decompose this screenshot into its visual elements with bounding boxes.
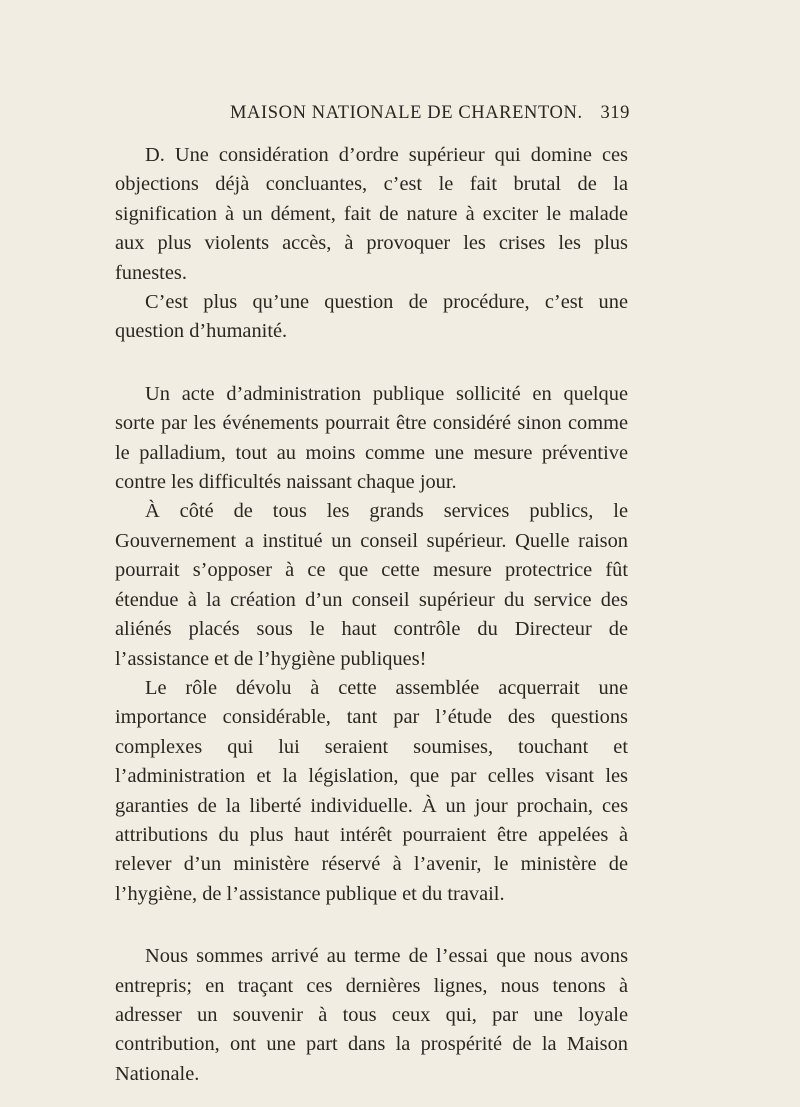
paragraph: Nous sommes arrivé au terme de l’essai que nous avons entrepris; en traçant ces dernières lignes, nous tenons à adresser un souvenir à tous ceux qui, par une loyale contribution, ont une part dans la prospérité de la Maison Nationale. xyxy=(115,945,628,1085)
paragraph: Le rôle dévolu à cette assemblée acquerrait une importance considérable, tant par l’étude des questions complexes qui lui seraient soumises, touchant et l’administration et la législation, que par celles visant les garanties de la liberté individuelle. À un jour prochain, ces attributions du plus haut intérêt pourraient être appelées à relever d’un ministère réservé à l’avenir, le ministère de l’hygiène, de l’assistance publique et du travail. xyxy=(115,676,628,905)
paragraph: C’est plus qu’une question de procédure, c’est une question d’humanité. xyxy=(115,291,628,343)
running-header xyxy=(115,103,630,127)
running-title: MAISON NATIONALE DE CHARENTON. xyxy=(230,103,583,123)
page-number: 319 xyxy=(600,103,630,123)
paragraph: À côté de tous les grands services publics, le Gouvernement a institué un conseil supérieur. Quelle raison pourrait s’opposer à ce que cette mesure protectrice fût étendue à la création d’un conseil supérieur du service des aliénés placés sous le haut contrôle du Directeur de l’assistance et de l’hygiène publiques! xyxy=(115,500,628,670)
paragraph: D. Une considération d’ordre supérieur qui domine ces objections déjà concluantes, c’est le fait brutal de la signification à un dément, fait de nature à exciter le malade aux plus violents accès, à provoquer les crises les plus funestes. xyxy=(115,144,628,284)
body-text xyxy=(115,141,628,1089)
paragraph: Un acte d’administration publique sollicité en quelque sorte par les événements pourrait être considéré sinon comme le palladium, tout au moins comme une mesure préventive contre les difficultés naissant chaque jour. xyxy=(115,382,628,494)
